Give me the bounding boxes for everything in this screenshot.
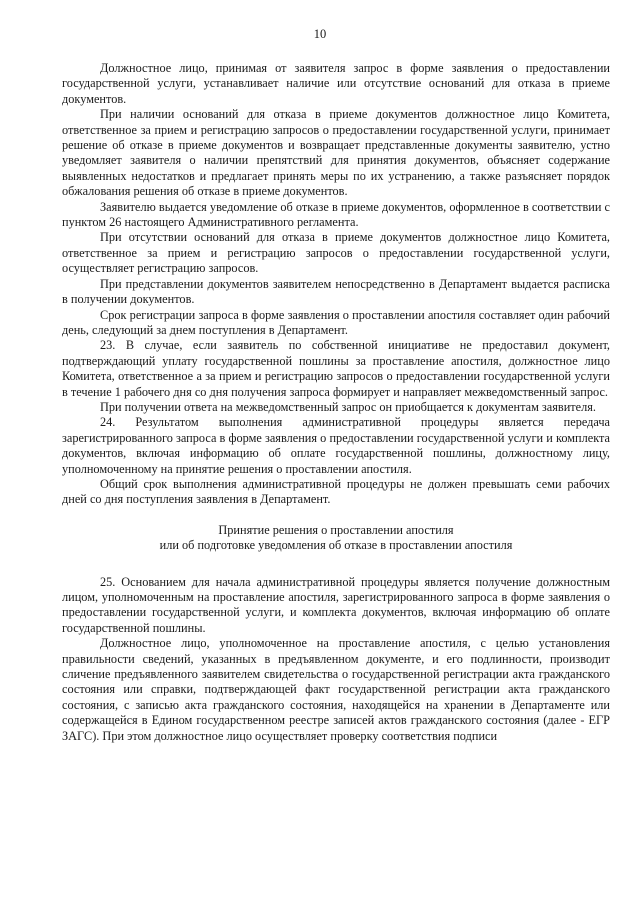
- paragraph: 23. В случае, если заявитель по собственной инициативе не предоставил документ, подтверждающий уплату государственной пошлины за проставление апостиля, должностное лицо Комитета, ответственное а за прием и регистрацию запросов о предоставлении государственной услуги в течение 1 рабочего дня со дня получения запроса формирует и направляет межведомственный запрос.: [62, 338, 610, 399]
- paragraph: Общий срок выполнения административной процедуры не должен превышать семи рабочих дней со дня поступления заявления в Департамент.: [62, 476, 610, 507]
- paragraph: При отсутствии оснований для отказа в приеме документов должностное лицо Комитета, ответственное за прием и регистрацию запросов о предоставлении государственной услуги, осуществляет регистрацию запросов.: [62, 230, 610, 276]
- section-heading-line: Принятие решения о проставлении апостиля: [218, 522, 454, 537]
- paragraph: 24. Результатом выполнения административной процедуры является передача зарегистрированного запроса в форме заявления о предоставлении государственной услуги и комплекта документов, включая информацию об оплате государственной пошлины, должностному лицу, уполномоченному на принятие решения о проставлении апостиля.: [62, 415, 610, 476]
- paragraph: Должностное лицо, принимая от заявителя запрос в форме заявления о предоставлении государственной услуги, устанавливает наличие или отсутствие оснований для отказа в приеме документов.: [62, 61, 610, 106]
- document-body: [62, 61, 610, 744]
- page-number: 10: [313, 27, 327, 41]
- paragraph: Срок регистрации запроса в форме заявления о проставлении апостиля составляет один рабочий день, следующий за днем поступления в Департамент.: [62, 307, 610, 337]
- paragraph: При получении ответа на межведомственный запрос он приобщается к документам заявителя.: [100, 399, 596, 414]
- section-heading: [62, 523, 610, 554]
- paragraph: При наличии оснований для отказа в приеме документов должностное лицо Комитета, ответственное за прием и регистрацию запросов о предоставлении государственной услуги, принимает решение об отказе в приеме документов и возвращает представленные документы заявителю, устно уведомляет заявителя о наличии препятствий для принятия документов, объясняет содержание выявленных недостатков и предлагает принять меры по их устранению, а также разъясняет порядок обжалования решения об отказе в приеме документов.: [62, 107, 610, 199]
- paragraph: Должностное лицо, уполномоченное на проставление апостиля, с целью установления правильности сведений, указанных в предъявленном документе, и его подлинности, производит сличение предъявленного заявителем свидетельства о государственной регистрации акта гражданского состояния или справки, подтверждающей факт государственной регистрации акта гражданского состояния, с записью акта гражданского состояния, находящейся на хранении в Департаменте или содержащейся в Едином государственном реестре записей актов гражданского состояния (далее - ЕГР ЗАГС). При этом должностное лицо осуществляет проверку соответствия подписи: [62, 636, 610, 743]
- paragraph: Заявителю выдается уведомление об отказе в приеме документов, оформленное в соответствии с пунктом 26 настоящего Административного регламента.: [62, 199, 610, 230]
- paragraph: При представлении документов заявителем непосредственно в Департамент выдается расписка в получении документов.: [62, 276, 610, 307]
- paragraph: 25. Основанием для начала административной процедуры является получение должностным лицом, уполномоченным на проставление апостиля, зарегистрированного запроса в форме заявления о предоставлении государственной услуги, и комплекта документов, включая информацию об оплате государственной пошлины.: [62, 574, 610, 635]
- section-heading-line: или об подготовке уведомления об отказе в проставлении апостиля: [159, 538, 513, 553]
